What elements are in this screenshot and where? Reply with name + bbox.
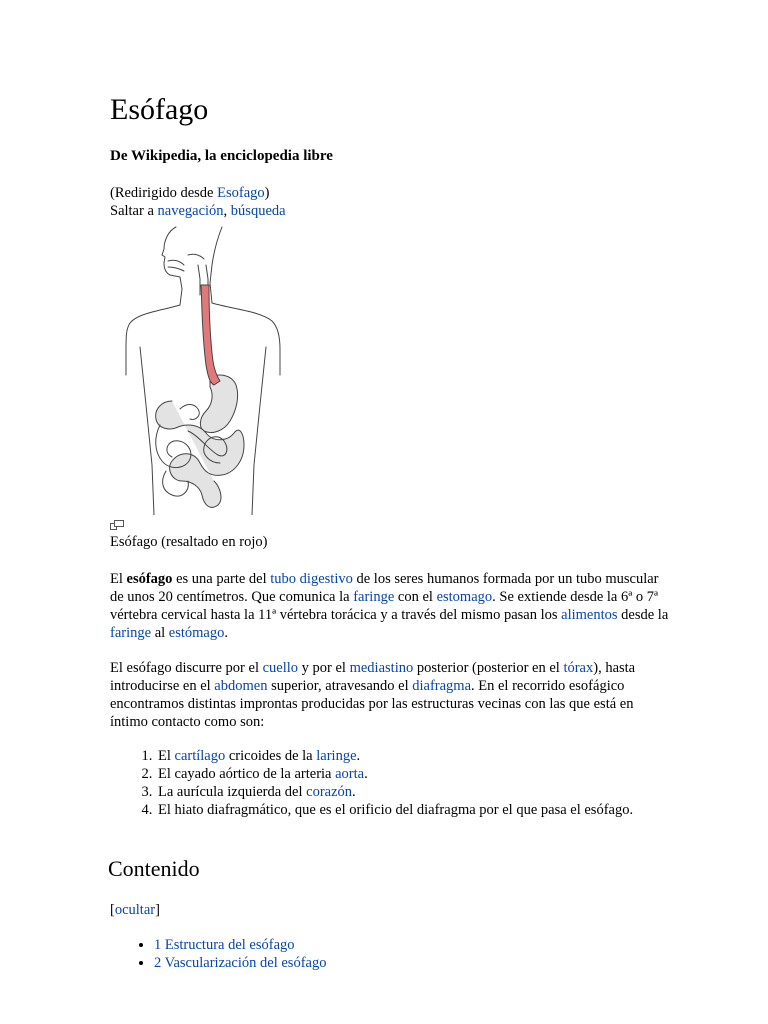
head-outline	[162, 227, 182, 289]
impressions-list	[110, 747, 676, 819]
redirect-link[interactable]: Esofago	[217, 185, 265, 201]
link-corazon[interactable]: corazón	[306, 784, 353, 800]
redirect-suffix: )	[264, 185, 270, 201]
toc-item	[154, 954, 326, 972]
link-aorta[interactable]: aorta	[335, 766, 365, 782]
toc-hide-link[interactable]: ocultar	[114, 902, 156, 918]
list-text: .	[364, 766, 368, 782]
p2-text-3: ), hasta introducirse en el	[110, 660, 636, 694]
toggle-bracket-open: [	[110, 902, 115, 918]
enlarge-icon[interactable]	[110, 520, 124, 530]
list-text: .	[356, 748, 361, 764]
link-abdomen[interactable]: abdomen	[214, 678, 268, 694]
list-item	[156, 801, 676, 819]
list-text: El	[158, 748, 175, 764]
p2-text-0: El esófago discurre por el	[110, 660, 263, 676]
contents-heading: Contenido	[108, 856, 200, 881]
jump-navigation-link[interactable]: navegación	[157, 203, 224, 219]
p2-text-4: superior, atravesando el	[267, 678, 413, 694]
toc-item	[154, 936, 326, 954]
list-item	[156, 765, 676, 783]
figure-caption: Esófago (resaltado en rojo)	[110, 534, 268, 550]
site-subtitle: De Wikipedia, la enciclopedia libre	[110, 148, 333, 164]
link-diafragma[interactable]: diafragma	[412, 678, 472, 694]
list-text: El cayado aórtico de la arteria	[158, 766, 336, 782]
list-item	[156, 747, 676, 765]
table-of-contents	[110, 936, 326, 972]
bold-term: esófago	[126, 571, 173, 587]
link-alimentos[interactable]: alimentos	[561, 607, 618, 623]
toc-toggle	[110, 901, 160, 919]
link-laringe[interactable]: laringe	[316, 748, 357, 764]
link-torax[interactable]: tórax	[563, 660, 594, 676]
jump-search-link[interactable]: búsqueda	[230, 203, 286, 219]
p1-text-7: .	[224, 625, 228, 641]
link-mediastino[interactable]: mediastino	[349, 660, 414, 676]
p2-text-1: y por el	[298, 660, 350, 676]
redirect-note	[110, 184, 269, 202]
link-tubo-digestivo[interactable]: tubo digestivo	[270, 571, 353, 587]
p1-text-5: desde la	[617, 607, 669, 623]
link-estomago-2[interactable]: estómago	[168, 625, 225, 641]
link-estomago[interactable]: estomago	[436, 589, 493, 605]
jump-links	[110, 202, 286, 220]
head-back	[210, 227, 222, 283]
list-text: cricoides de la	[225, 748, 317, 764]
p1-text-6: al	[151, 625, 169, 641]
list-text: La aurícula izquierda del	[158, 784, 307, 800]
link-faringe[interactable]: faringe	[353, 589, 395, 605]
jump-separator: ,	[223, 203, 231, 219]
list-item	[156, 783, 676, 801]
p1-text-1: es una parte del	[172, 571, 271, 587]
esophagus-highlight	[201, 285, 220, 385]
p1-text-3: con el	[394, 589, 437, 605]
p1-text-4: . Se extiende desde la 6ª o 7ª vértebra cervical hasta la 11ª vértebra torácica y a través del mismo pasan los	[110, 589, 658, 623]
page-title: Esófago	[110, 93, 209, 126]
link-cartilago[interactable]: cartílago	[174, 748, 226, 764]
toggle-bracket-close: ]	[155, 902, 160, 918]
link-faringe-2[interactable]: faringe	[110, 625, 152, 641]
toc-link-estructura[interactable]: 1 Estructura del esófago	[154, 937, 295, 953]
p1-text-0: El	[110, 571, 127, 587]
jump-prefix: Saltar a	[110, 203, 158, 219]
p1-text-2: de los seres humanos formada por un tubo muscular de unos 20 centímetros. Que comunica la	[110, 571, 659, 605]
route-paragraph	[110, 659, 670, 731]
intro-paragraph	[110, 570, 670, 642]
stomach-outline	[200, 375, 237, 432]
p2-text-2: posterior (posterior en el	[413, 660, 564, 676]
p2-text-5: . En el recorrido esofágico encontramos distintas improntas producidas por las estructuras vecinas con las que está en íntimo contacto como son:	[110, 678, 634, 730]
toc-link-vascularizacion[interactable]: 2 Vascularización del esófago	[154, 955, 327, 971]
link-cuello[interactable]: cuello	[262, 660, 299, 676]
redirect-prefix: (Redirigido desde	[110, 185, 218, 201]
esophagus-diagram[interactable]	[110, 225, 300, 515]
list-text: El hiato diafragmático, que es el orificio del diafragma por el que pasa el esófago.	[158, 802, 634, 818]
list-text: .	[352, 784, 356, 800]
